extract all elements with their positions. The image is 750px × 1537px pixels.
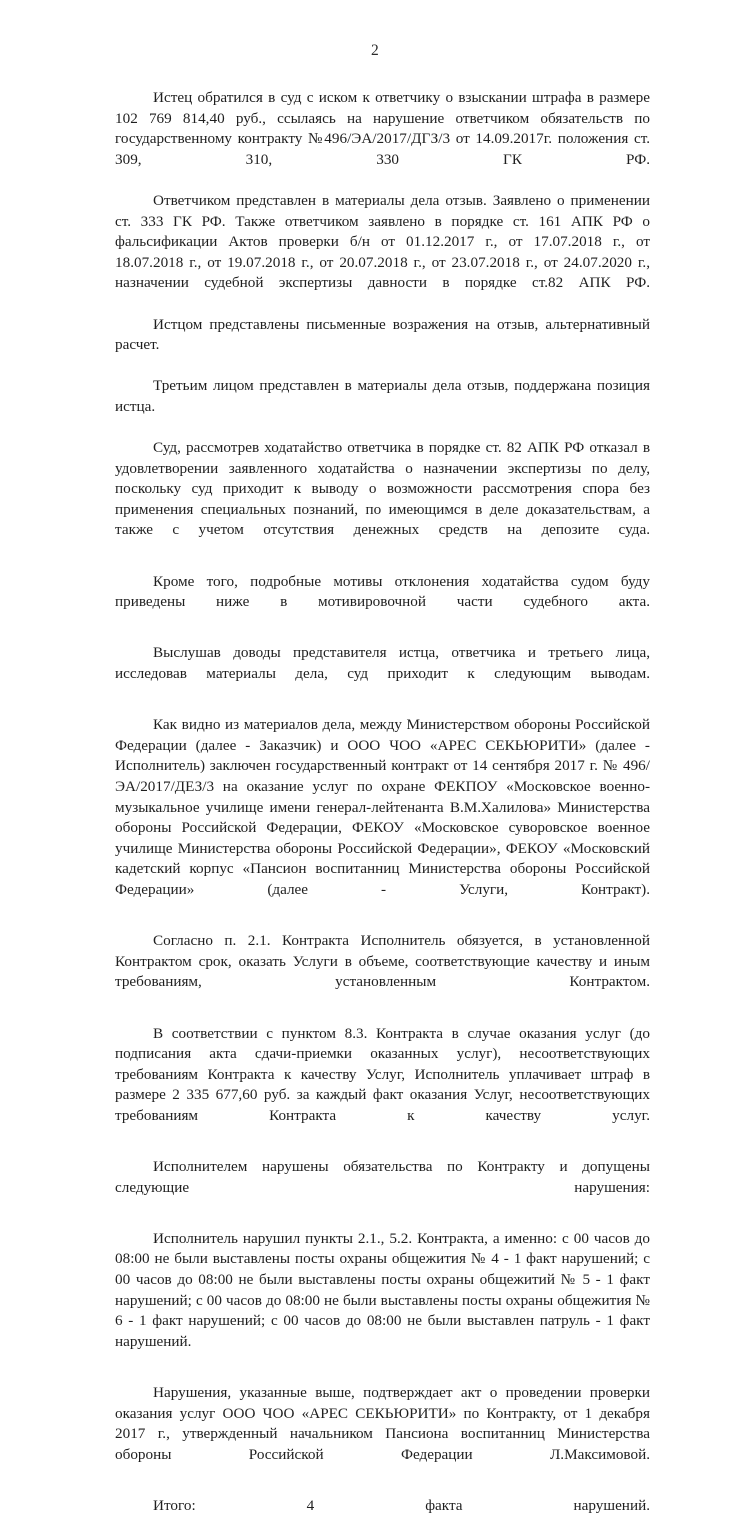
paragraph-claim-amount: Истец обратился в суд с иском к ответчику о взыскании штрафа в размере 102 769 814,40 руб., ссылаясь на нарушение ответчиком обязательств по государственному контракту №496/ЭА/2017/ДГЗ/3 от 14.09.2017г. положения ст. 309, 310, 330 ГК РФ. [115, 89, 650, 168]
paragraph-heard-arguments: Выслушав доводы представителя истца, ответчика и третьего лица, исследовав материалы дела, суд приходит к следующим выводам. [115, 644, 650, 683]
paragraph-violations-detail: Исполнитель нарушил пункты 2.1., 5.2. Контракта, а именно: с 00 часов до 08:00 не были выставлены посты охраны общежития № 4 - 1 факт нарушений; с 00 часов до 08:00 не были выставлены посты охраны общежитий № 5 - 1 факт нарушений; с 00 часов до 08:00 не были выставлены посты охраны общежития № 6 - 1 факт нарушений; с 00 часов до 08:00 не были выставлен патруль - 1 факт нарушений. [115, 1229, 650, 1350]
paragraph-third-party-response: Третьим лицом представлен в материалы дела отзыв, поддержана позиция истца. [115, 377, 650, 415]
document-body [115, 88, 650, 1537]
paragraph-contract-background: Как видно из материалов дела, между Министерством обороны Российской Федерации (далее - Заказчик) и ООО ЧОО «АРЕС СЕКЬЮРИТИ» (далее - Исполнитель) заключен государственный контракт от 14 сентября 2017 г. № 496/ЭА/2017/ДЕЗ/3 на оказание услуг по охране ФЕКПОУ «Московское военно-музыкальное училище имени генерал-лейтенанта В.М.Халилова» Министерства обороны Российской Федерации, ФЕКОУ «Московское суворовское военное училище Министерства обороны Российской Федерации», ФЕКОУ «Московский кадетский корпус «Пансион воспитанниц Министерства обороны Российской Федерации» (далее - Услуги, Контракт). [115, 716, 650, 898]
paragraph-clause-2-1: Согласно п. 2.1. Контракта Исполнитель обязуется, в установленной Контрактом срок, оказать Услуги в объеме, соответствующие качеству и иным требованиям, установленным Контрактом. [115, 932, 650, 991]
paragraph-clause-8-3-penalty: В соответствии с пунктом 8.3. Контракта в случае оказания услуг (до подписания акта сдачи-приемки оказанных услуг), несоответствующих требованиям Контракта к качеству Услуг, Исполнитель уплачивает штраф в размере 2 335 677,60 руб. за каждый факт оказания Услуг, несоответствующих требованиям Контракта к качеству услуг. [115, 1024, 650, 1124]
paragraph-motives-below: Кроме того, подробные мотивы отклонения ходатайства судом буду приведены ниже в мотивировочной части судебного акта. [115, 572, 650, 611]
page-number: 2 [371, 42, 379, 59]
paragraph-court-denies-motion: Суд, рассмотрев ходатайство ответчика в порядке ст. 82 АПК РФ отказал в удовлетворении заявленного ходатайства о назначении экспертизы по делу, поскольку суд приходит к выводу о возможности рассмотрения спора без применения специальных познаний, по имеющимся в деле доказательствам, а также с учетом отсутствия денежных средств на депозите суда. [115, 439, 650, 539]
paragraph-plaintiff-objections: Истцом представлены письменные возражения на отзыв, альтернативный расчет. [115, 315, 650, 354]
paragraph-inspection-act: Нарушения, указанные выше, подтверждает акт о проведении проверки оказания услуг ООО ЧОО «АРЕС СЕКЬЮРИТИ» по Контракту, от 1 декабря 2017 г., утвержденный начальником Пансиона воспитанниц Министерства обороны Российской Федерации Л.Максимовой. [115, 1384, 650, 1463]
paragraph-violations-intro: Исполнителем нарушены обязательства по Контракту и допущены следующие нарушения: [115, 1158, 650, 1196]
paragraph-total-violations: Итого: 4 факта нарушений. [153, 1497, 650, 1514]
paragraph-defendant-response: Ответчиком представлен в материалы дела отзыв. Заявлено о применении ст. 333 ГК РФ. Также ответчиком заявлено в порядке ст. 161 АПК РФ о фальсификации Актов проверки б/н от 01.12.2017 г., от 17.07.2018 г., от 18.07.2018 г., от 19.07.2018 г., от 20.07.2018 г., от 23.07.2018 г., от 24.07.2020 г., назначении судебной экспертизы давности в порядке ст.82 АПК РФ. [115, 191, 650, 292]
